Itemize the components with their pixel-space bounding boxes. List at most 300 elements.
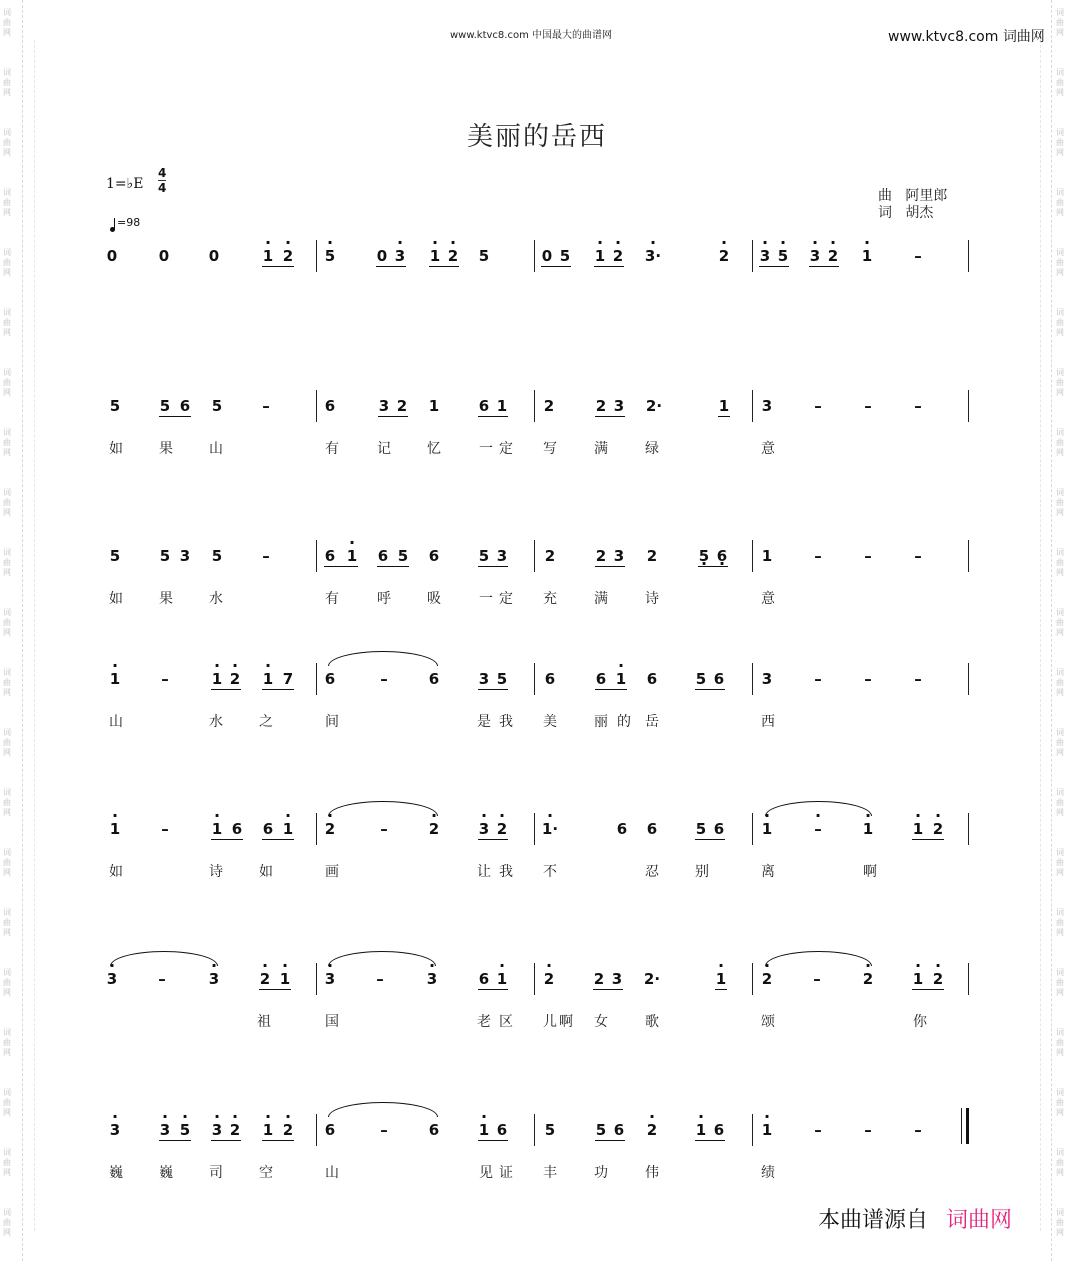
- bar-line: [316, 390, 317, 422]
- beam-underline: [262, 839, 294, 840]
- note: · 1: [343, 548, 361, 564]
- side-watermark: 词 曲 网: [1056, 8, 1064, 37]
- bar-line: [968, 240, 969, 272]
- note: 6: [613, 1121, 625, 1139]
- extension-dash: · –: [809, 821, 827, 837]
- note: · 2: [758, 971, 776, 987]
- note: 6: [428, 547, 440, 565]
- note: 6: [595, 670, 607, 688]
- note: 7: [282, 670, 294, 688]
- bar-line: [316, 240, 317, 272]
- tie-slur: [765, 951, 872, 966]
- note: · 1: [692, 1122, 710, 1138]
- note: 5: [695, 820, 707, 838]
- beam-underline: [211, 689, 241, 690]
- extension-dash: –: [380, 1121, 388, 1139]
- side-watermark: 词 曲 网: [3, 248, 11, 277]
- side-watermark: 词 曲 网: [3, 788, 11, 817]
- bar-line: [316, 1114, 317, 1146]
- side-watermark: 词 曲 网: [1056, 848, 1064, 877]
- side-watermark: 词 曲 网: [3, 548, 11, 577]
- note: · 3: [156, 1122, 174, 1138]
- lyric-char: 一: [479, 591, 493, 607]
- note: 3: [378, 397, 390, 415]
- note: · 1: [758, 821, 776, 837]
- side-watermark: 词 曲 网: [3, 1208, 11, 1237]
- note: 2: [593, 970, 605, 988]
- note: 5: [211, 397, 223, 415]
- lyric-char: 我: [499, 714, 513, 730]
- extension-dash: –: [158, 970, 166, 988]
- note: · 3: [208, 1122, 226, 1138]
- note: · 1: [909, 971, 927, 987]
- lyric-char: 充: [543, 591, 557, 607]
- lyric-char: 美: [543, 714, 557, 730]
- lyric-char: 丽: [594, 714, 608, 730]
- lyric-char: 如: [109, 864, 123, 880]
- lyric-char: 绿: [645, 441, 659, 457]
- lyric-char: 呼: [377, 591, 391, 607]
- beam-underline: [262, 1140, 294, 1141]
- note: 2: [595, 397, 607, 415]
- note: · 3: [106, 1122, 124, 1138]
- side-watermark: 词 曲 网: [1056, 188, 1064, 217]
- note: · 2: [444, 248, 462, 264]
- lyricist-label: 词: [878, 205, 892, 221]
- time-signature-bottom: 4: [158, 181, 167, 195]
- beam-underline: [594, 266, 624, 267]
- note: 0: [541, 247, 553, 265]
- tie-slur: [328, 801, 438, 816]
- side-watermark: 词 曲 网: [3, 968, 11, 997]
- beam-underline: [595, 689, 627, 690]
- lyric-char: 一: [479, 441, 493, 457]
- lyric-char: 你: [913, 1014, 927, 1030]
- note: · 3: [391, 248, 409, 264]
- note: 6: [428, 1121, 440, 1139]
- extension-dash: –: [376, 970, 384, 988]
- extension-dash: –: [161, 670, 169, 688]
- note: · 1: [858, 248, 876, 264]
- note: · 2: [321, 821, 339, 837]
- note: 5: [496, 670, 508, 688]
- extension-dash: –: [914, 670, 922, 688]
- note: 6: [179, 397, 191, 415]
- lyric-char: 巍: [109, 1165, 123, 1181]
- lyric-char: 伟: [645, 1165, 659, 1181]
- note: 6: [324, 397, 336, 415]
- side-watermark: 词 曲 网: [1056, 128, 1064, 157]
- lyric-char: 有: [325, 591, 339, 607]
- lyric-char: 如: [109, 441, 123, 457]
- note: 6: [713, 670, 725, 688]
- bar-line: [752, 813, 753, 845]
- note: · 2: [609, 248, 627, 264]
- header-small-site[interactable]: www.ktvc8.com: [450, 30, 529, 41]
- bar-line: [316, 963, 317, 995]
- tie-slur: [328, 951, 436, 966]
- beam-underline: [259, 989, 291, 990]
- side-watermark: 词 曲 网: [1056, 968, 1064, 997]
- side-watermark: 词 曲 网: [3, 1148, 11, 1177]
- extension-dash: –: [914, 247, 922, 265]
- beam-underline: [695, 1140, 725, 1141]
- note: 6: [713, 820, 725, 838]
- note: · 2: [279, 1122, 297, 1138]
- bar-line: [316, 813, 317, 845]
- note: 2·: [643, 970, 661, 988]
- beam-underline: [159, 416, 191, 417]
- extension-dash: –: [814, 670, 822, 688]
- note: 3: [496, 547, 508, 565]
- lyric-char: 记: [377, 441, 391, 457]
- note: 6: [478, 970, 490, 988]
- extension-dash: –: [864, 397, 872, 415]
- side-watermark: 词 曲 网: [1056, 308, 1064, 337]
- beam-underline: [211, 839, 243, 840]
- final-bar-thin: [961, 1108, 962, 1144]
- side-watermark: 词 曲 网: [1056, 1148, 1064, 1177]
- note: 5: [109, 397, 121, 415]
- bar-line: [968, 813, 969, 845]
- bar-line: [534, 540, 535, 572]
- note: 5: [159, 547, 171, 565]
- lyric-char: 之: [259, 714, 273, 730]
- note: · 2: [715, 248, 733, 264]
- side-watermark: 词 曲 网: [3, 308, 11, 337]
- note: · 5: [176, 1122, 194, 1138]
- side-watermark: 词 曲 网: [3, 188, 11, 217]
- note: · 1·: [541, 821, 559, 837]
- note: · 1: [259, 1122, 277, 1138]
- note: · 2: [929, 971, 947, 987]
- bar-line: [534, 663, 535, 695]
- lyric-char: 功: [594, 1165, 608, 1181]
- note: 6: [377, 547, 389, 565]
- note: · 3: [321, 971, 339, 987]
- tie-slur: [110, 951, 218, 966]
- note: 6: [324, 1121, 336, 1139]
- lyric-char: 岳: [645, 714, 659, 730]
- lyric-char: 见: [479, 1165, 493, 1181]
- note: 5: [159, 397, 171, 415]
- note: 6: [324, 670, 336, 688]
- side-watermark: 词 曲 网: [3, 128, 11, 157]
- note: 2: [543, 397, 555, 415]
- lyric-char: 我: [499, 864, 513, 880]
- beam-underline: [912, 839, 944, 840]
- beam-underline: [377, 566, 409, 567]
- note: · 2: [859, 971, 877, 987]
- beam-underline: [695, 839, 725, 840]
- note: · 1: [475, 1122, 493, 1138]
- extension-dash: –: [380, 670, 388, 688]
- bar-line: [968, 963, 969, 995]
- note: 6: [428, 670, 440, 688]
- note: 1: [428, 397, 440, 415]
- lyric-char: 不: [543, 864, 557, 880]
- lyric-char: 诗: [209, 864, 223, 880]
- note: 5: [478, 247, 490, 265]
- right-guide-line: [1040, 40, 1041, 1231]
- beam-underline: [478, 566, 508, 567]
- lyric-char: 的: [617, 714, 631, 730]
- note: 3: [761, 670, 773, 688]
- bar-line: [752, 540, 753, 572]
- side-watermark: 词 曲 网: [1056, 728, 1064, 757]
- side-watermark: 词 曲 网: [1056, 668, 1064, 697]
- note: 5: [695, 670, 707, 688]
- note: 5: [109, 547, 121, 565]
- side-watermark: 词 曲 网: [1056, 788, 1064, 817]
- note: · 3: [423, 971, 441, 987]
- lyric-char: 女: [594, 1014, 608, 1030]
- bar-line: [752, 663, 753, 695]
- lyric-char: 画: [325, 864, 339, 880]
- lyric-char: 区: [499, 1014, 513, 1030]
- note: 1: [496, 397, 508, 415]
- lyric-char: 水: [209, 714, 223, 730]
- footer-brand[interactable]: 词曲网: [946, 1208, 1013, 1233]
- extension-dash: –: [864, 547, 872, 565]
- side-watermark: 词 曲 网: [3, 488, 11, 517]
- side-watermark: 词 曲 网: [1056, 1088, 1064, 1117]
- note: 5: [211, 547, 223, 565]
- side-watermark: 词 曲 网: [1056, 248, 1064, 277]
- lyric-char: 果: [159, 591, 173, 607]
- beam-underline: [593, 989, 623, 990]
- note: · 1: [259, 671, 277, 687]
- composer-label: 曲: [878, 188, 892, 204]
- bar-line: [534, 240, 535, 272]
- lyric-char: 果: [159, 441, 173, 457]
- bar-line: [316, 663, 317, 695]
- beam-underline: [718, 416, 730, 417]
- note: · 3: [756, 248, 774, 264]
- note: · 1: [106, 821, 124, 837]
- lyric-char: 国: [325, 1014, 339, 1030]
- side-watermark: 词 曲 网: [1056, 428, 1064, 457]
- note: 6: [262, 820, 274, 838]
- extension-dash: –: [814, 547, 822, 565]
- side-watermark: 词 曲 网: [3, 728, 11, 757]
- note: 3: [611, 970, 623, 988]
- tie-slur: [328, 1102, 438, 1117]
- note: · 1: [591, 248, 609, 264]
- note: · 2: [824, 248, 842, 264]
- lyric-char: 意: [761, 441, 775, 457]
- bar-line: [968, 540, 969, 572]
- extension-dash: –: [814, 397, 822, 415]
- bar-line: [316, 540, 317, 572]
- lyric-char: 间: [325, 714, 339, 730]
- side-watermark: 词 曲 网: [1056, 608, 1064, 637]
- note: · 1: [758, 1122, 776, 1138]
- lyric-char: 诗: [645, 591, 659, 607]
- note: · 5: [321, 248, 339, 264]
- lyric-char: 吸: [427, 591, 441, 607]
- note: · 3: [806, 248, 824, 264]
- lyric-char: 啊: [559, 1014, 573, 1030]
- extension-dash: –: [914, 547, 922, 565]
- side-watermark: 词 曲 网: [3, 848, 11, 877]
- beam-underline: [759, 266, 789, 267]
- side-watermark: 词 曲 网: [1056, 488, 1064, 517]
- side-watermark: 词 曲 网: [3, 668, 11, 697]
- header-right-brand: 词曲网: [1002, 29, 1045, 45]
- note: · 2: [226, 1122, 244, 1138]
- note: · 2: [929, 821, 947, 837]
- bar-line: [534, 1114, 535, 1146]
- note: 3: [613, 547, 625, 565]
- side-watermark: 词 曲 网: [3, 608, 11, 637]
- note: 5 ·: [695, 548, 713, 564]
- note: 1: [718, 397, 730, 415]
- side-watermark: 词 曲 网: [1056, 368, 1064, 397]
- extension-dash: –: [161, 820, 169, 838]
- note: 5: [595, 1121, 607, 1139]
- note: 2: [646, 547, 658, 565]
- tie-slur: [765, 801, 872, 816]
- lyric-char: 满: [594, 591, 608, 607]
- lyricist-credit: [878, 202, 933, 222]
- bar-line: [752, 240, 753, 272]
- header-small: [450, 26, 612, 41]
- note: · 3·: [644, 248, 662, 264]
- note: 3: [478, 670, 490, 688]
- extension-dash: –: [864, 670, 872, 688]
- note: 1: [761, 547, 773, 565]
- lyric-char: 水: [209, 591, 223, 607]
- footer-source: [818, 1203, 1012, 1234]
- note: · 1: [208, 671, 226, 687]
- note: 6: [478, 397, 490, 415]
- side-watermark: 词 曲 网: [1056, 1028, 1064, 1057]
- note: 5: [397, 547, 409, 565]
- note: · 3: [103, 971, 121, 987]
- lyric-char: 山: [325, 1165, 339, 1181]
- note: 2: [595, 547, 607, 565]
- lyric-char: 老: [477, 1014, 491, 1030]
- lyric-char: 歌: [645, 1014, 659, 1030]
- lyric-char: 忆: [427, 441, 441, 457]
- bar-line: [752, 1114, 753, 1146]
- lyric-char: 祖: [257, 1014, 271, 1030]
- lyric-char: 满: [594, 441, 608, 457]
- beam-underline: [541, 266, 571, 267]
- lyric-char: 丰: [543, 1165, 557, 1181]
- note: 0: [106, 247, 118, 265]
- beam-underline: [478, 839, 508, 840]
- note: · 1: [859, 821, 877, 837]
- score-title: 美丽的岳西: [466, 122, 607, 152]
- note: · 1: [493, 971, 511, 987]
- beam-underline: [595, 1140, 625, 1141]
- lyric-char: 山: [209, 441, 223, 457]
- note: 6: [324, 547, 336, 565]
- side-watermark: 词 曲 网: [1056, 908, 1064, 937]
- note: · 1: [712, 971, 730, 987]
- note: 6: [231, 820, 243, 838]
- note: 0: [376, 247, 388, 265]
- lyric-char: 司: [209, 1165, 223, 1181]
- lyric-char: 写: [543, 441, 557, 457]
- note: 6: [646, 820, 658, 838]
- note: · 2: [279, 248, 297, 264]
- composer-name: 阿里郎: [905, 188, 948, 204]
- note: · 2: [643, 1122, 661, 1138]
- beam-underline: [595, 416, 625, 417]
- time-signature: [158, 166, 166, 195]
- note: · 1: [106, 671, 124, 687]
- quarter-note-stem: [114, 218, 115, 230]
- note: 2: [396, 397, 408, 415]
- side-watermark: 词 曲 网: [3, 1088, 11, 1117]
- beam-underline: [809, 266, 839, 267]
- lyric-char: 空: [259, 1165, 273, 1181]
- beam-underline: [695, 689, 725, 690]
- note: · 1: [279, 821, 297, 837]
- note: · 2: [256, 971, 274, 987]
- bar-line: [534, 813, 535, 845]
- left-guide-line: [34, 40, 35, 1231]
- beam-underline: [262, 689, 294, 690]
- side-watermark: 词 曲 网: [1056, 1208, 1064, 1237]
- lyric-char: 西: [761, 714, 775, 730]
- note: 6: [544, 670, 556, 688]
- header-small-slogan: 中国最大的曲谱网: [532, 30, 613, 41]
- note: · 2: [425, 821, 443, 837]
- note: 6 ·: [713, 548, 731, 564]
- side-watermark: 词 曲 网: [3, 908, 11, 937]
- note: · 3: [475, 821, 493, 837]
- note: 6: [616, 820, 628, 838]
- note: 5: [559, 247, 571, 265]
- lyric-char: 山: [109, 714, 123, 730]
- extension-dash: –: [380, 820, 388, 838]
- side-watermark: 词 曲 网: [3, 428, 11, 457]
- beam-underline: [595, 566, 625, 567]
- beam-underline: [262, 266, 294, 267]
- side-watermark: 词 曲 网: [1056, 548, 1064, 577]
- final-bar-thick: [966, 1108, 969, 1144]
- lyric-char: 巍: [159, 1165, 173, 1181]
- note: · 2: [540, 971, 558, 987]
- note: 5: [478, 547, 490, 565]
- lyric-char: 意: [761, 591, 775, 607]
- lyric-char: 是: [477, 714, 491, 730]
- header-right-site[interactable]: www.ktvc8.com: [888, 29, 999, 45]
- time-signature-top: 4: [158, 166, 167, 180]
- extension-dash: –: [262, 547, 270, 565]
- beam-underline: [378, 416, 408, 417]
- note: 6: [496, 1121, 508, 1139]
- note: · 1: [208, 821, 226, 837]
- side-watermark: 词 曲 网: [3, 68, 11, 97]
- tempo-value: =98: [117, 216, 141, 229]
- bar-line: [534, 963, 535, 995]
- key-signature: 1=♭E: [106, 176, 144, 192]
- lyric-char: 离: [761, 864, 775, 880]
- lyric-char: 如: [109, 591, 123, 607]
- note: · 1: [909, 821, 927, 837]
- beam-underline: [698, 566, 728, 567]
- header-right: [888, 26, 1045, 46]
- bar-line: [752, 390, 753, 422]
- lyric-char: 儿: [543, 1014, 557, 1030]
- note: 2: [544, 547, 556, 565]
- lyric-char: 有: [325, 441, 339, 457]
